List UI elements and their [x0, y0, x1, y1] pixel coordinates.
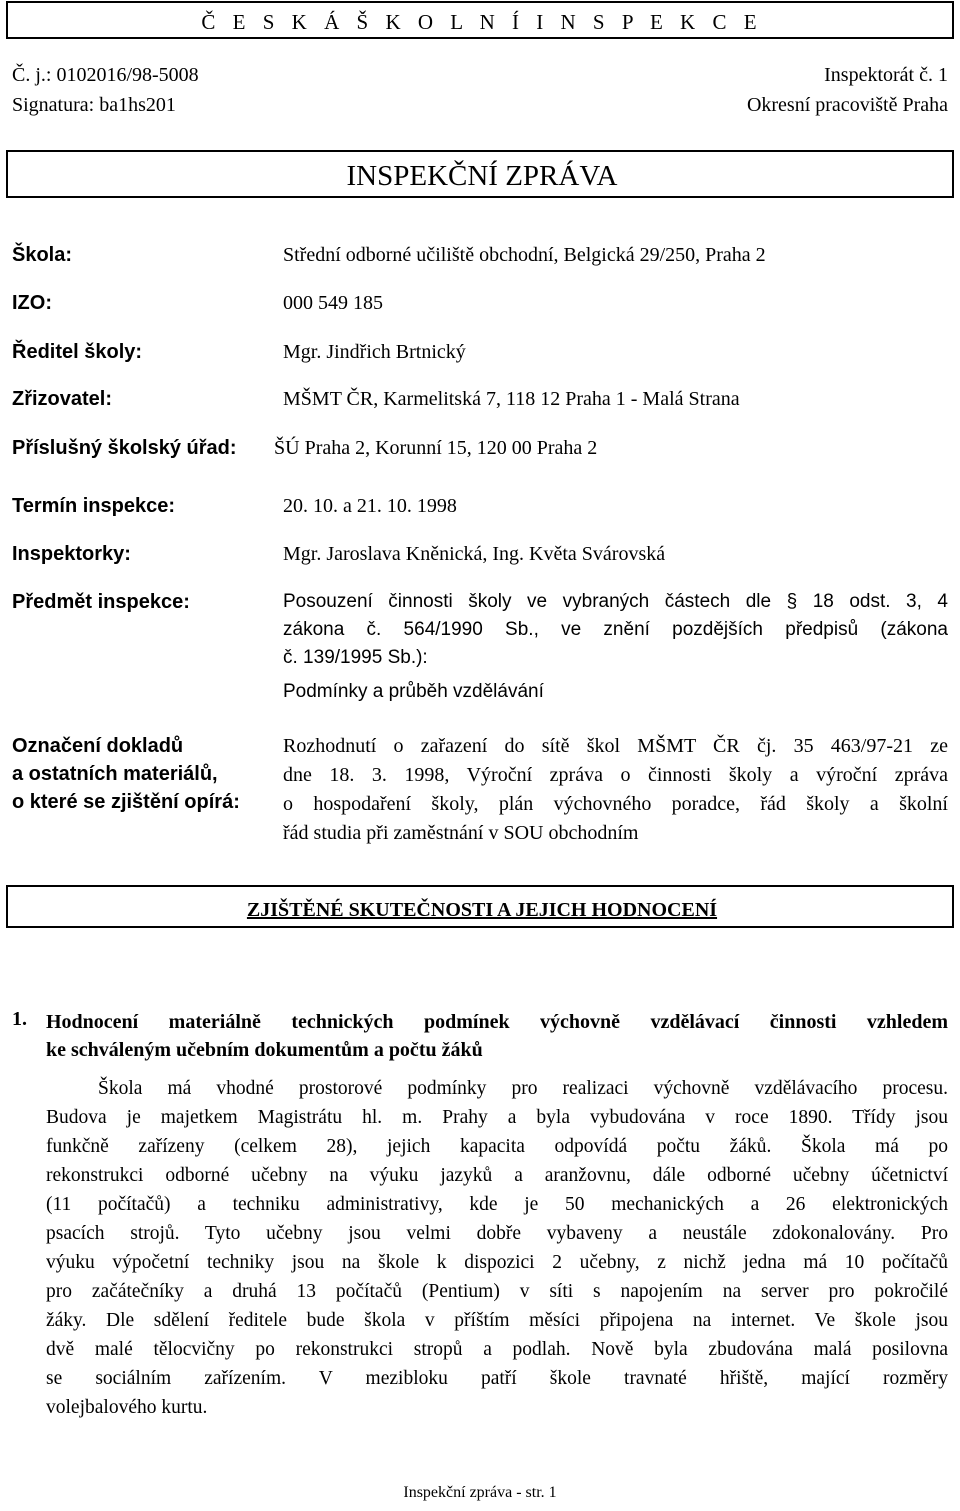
paragraph-line: Budova je majetkem Magistrátu hl. m. Prahy a byla vybudována v roce 1890. Třídy jsou — [46, 1107, 948, 1128]
section-heading-line: ke schváleným učebním dokumentům a počtu žáků — [46, 1039, 483, 1061]
term-label: Termín inspekce: — [12, 495, 176, 517]
paragraph-line: volejbalového kurtu. — [46, 1397, 208, 1418]
documents-line: o hospodaření školy, plán výchovného poradce, řád školy a školní — [283, 793, 948, 815]
inspectors-label: Inspektorky: — [12, 543, 131, 565]
school-office-value: ŠÚ Praha 2, Korunní 15, 120 00 Praha 2 — [274, 437, 598, 459]
section-paragraph — [46, 1074, 948, 1422]
report-title-box — [6, 150, 954, 198]
paragraph-line: funkčně zařízeny (celkem 28), jejich kapacita odpovídá počtu žáků. Škola má po — [46, 1136, 948, 1157]
subject-line: č. 139/1995 Sb.): — [283, 647, 428, 668]
section-number: 1. — [12, 1008, 27, 1030]
paragraph-line: Škola má vhodné prostorové podmínky pro realizaci výchovně vzdělávacího procesu. — [98, 1078, 948, 1099]
subject-value — [283, 591, 948, 709]
documents-label-line: Označení dokladů — [12, 735, 184, 757]
izo-label: IZO: — [12, 292, 52, 314]
documents-value — [283, 732, 948, 848]
paragraph-line: psacích strojů. Tyto učebny jsou velmi dobře vybaveny a neustále zdokonalovány. Pro — [46, 1223, 948, 1244]
term-value: 20. 10. a 21. 10. 1998 — [283, 495, 457, 517]
agency-header-box — [6, 1, 954, 39]
paragraph-line: žáky. Dle sdělení ředitele bude škola v příštím měsíci připojena na internet. Ve škole jsou — [46, 1310, 948, 1331]
agency-title: Č E S K Á Š K O L N Í I N S P E K C E — [201, 10, 763, 34]
page-footer: Inspekční zpráva - str. 1 — [403, 1484, 557, 1501]
findings-title: ZJIŠTĚNÉ SKUTEČNOSTI A JEJICH HODNOCENÍ — [246, 899, 718, 921]
director-label: Ředitel školy: — [12, 341, 143, 363]
founder-value: MŠMT ČR, Karmelitská 7, 118 12 Praha 1 - Malá Strana — [283, 388, 740, 410]
report-title: INSPEKČNÍ ZPRÁVA — [346, 160, 618, 192]
subject-line: Posouzení činnosti školy ve vybraných částech dle § 18 odst. 3, 4 — [283, 591, 948, 612]
district-office: Okresní pracoviště Praha — [746, 94, 948, 116]
paragraph-line: pro začátečníky a druhá 13 počítačů (Pentium) v síti s napojením na server pro pokročilé — [46, 1281, 948, 1302]
inspectors-value: Mgr. Jaroslava Kněnická, Ing. Květa Svárovská — [283, 543, 666, 565]
documents-label-line: o které se zjištění opírá: — [12, 791, 240, 813]
school-office-label: Příslušný školský úřad: — [12, 437, 237, 459]
founder-label: Zřizovatel: — [12, 388, 113, 410]
subject-line: zákona č. 564/1990 Sb., ve znění pozdějších předpisů (zákona — [283, 619, 948, 640]
paragraph-line: rekonstrukci odborné učebny na výuku jazyků a aranžovnu, dále odborné učebny účetnictví — [46, 1165, 948, 1186]
documents-line: řád studia při zaměstnání v SOU obchodním — [283, 822, 639, 844]
paragraph-line: výuku výpočetní techniky jsou na škole k dispozici 2 učebny, z nichž jedna má 10 počítačů — [46, 1252, 948, 1273]
school-value: Střední odborné učiliště obchodní, Belgická 29/250, Praha 2 — [283, 244, 766, 266]
inspectorate: Inspektorát č. 1 — [824, 64, 948, 86]
signature-code: Signatura: ba1hs201 — [12, 94, 176, 116]
subject-label: Předmět inspekce: — [12, 591, 190, 613]
paragraph-line: dvě malé tělocvičny po rekonstrukci stropů a podlah. Nově byla zbudována malá posilovna — [46, 1339, 948, 1360]
reference-number: Č. j.: 0102016/98-5008 — [12, 64, 199, 86]
documents-line: dne 18. 3. 1998, Výroční zpráva o činnosti školy a výroční zpráva — [283, 764, 948, 786]
documents-line: Rozhodnutí o zařazení do sítě škol MŠMT ČR čj. 35 463/97-21 ze — [283, 735, 948, 757]
director-value: Mgr. Jindřich Brtnický — [283, 341, 466, 363]
section-heading — [46, 1008, 948, 1064]
school-label: Škola: — [12, 244, 73, 266]
findings-title-box — [6, 885, 954, 928]
section-heading-line: Hodnocení materiálně technických podmínek výchovně vzdělávací činnosti vzhledem — [46, 1011, 948, 1033]
izo-value: 000 549 185 — [283, 292, 383, 314]
documents-label-line: a ostatních materiálů, — [12, 763, 218, 785]
documents-label — [12, 732, 240, 816]
paragraph-line: se sociálním zařízením. V mezibloku patří škole travnaté hřiště, mající rozměry — [46, 1368, 948, 1389]
subject-focus: Podmínky a průběh vzdělávání — [283, 681, 544, 702]
paragraph-line: (11 počítačů) a techniku administrativy, kde je 50 mechanických a 26 elektronických — [46, 1194, 948, 1215]
